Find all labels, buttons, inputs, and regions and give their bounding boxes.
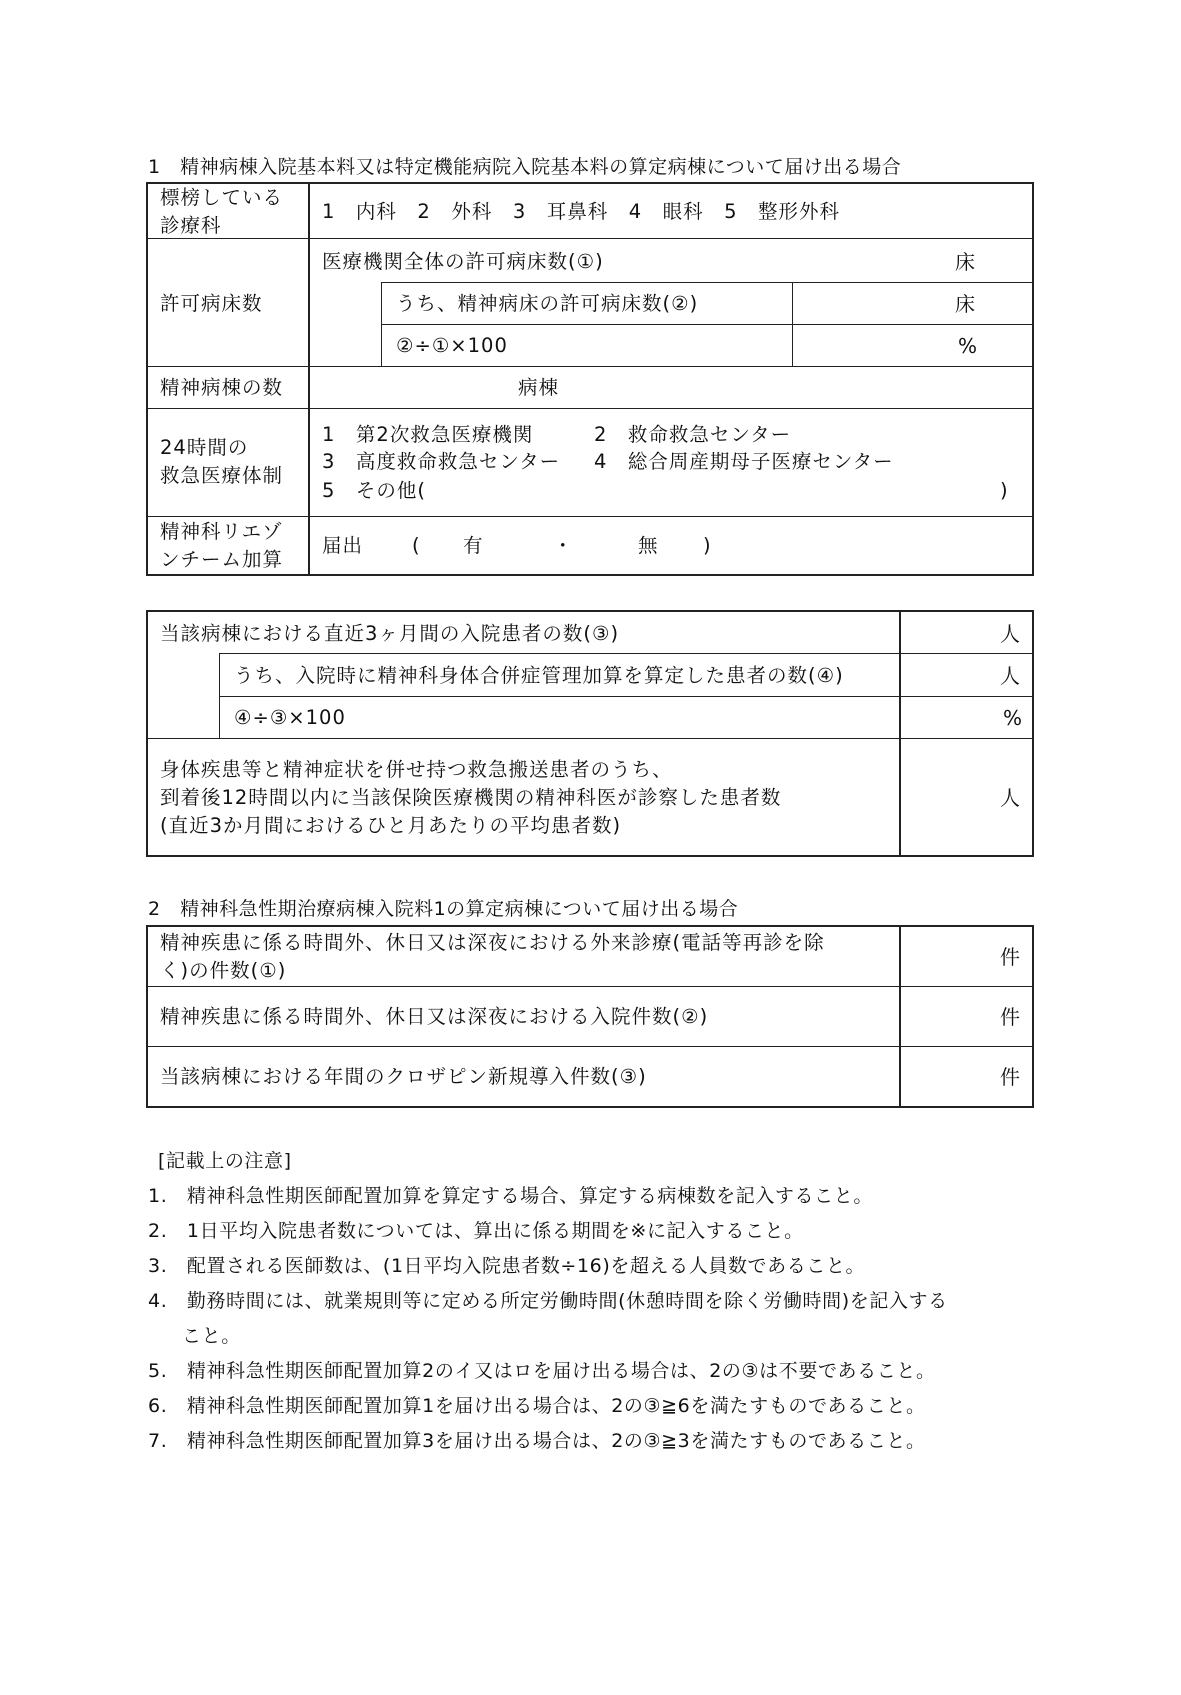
note-item-2: 2. 1日平均入院患者数については、算出に係る期間を※に記入すること。 — [148, 1220, 804, 1242]
emergency-transport-line3: (直近3か月間におけるひと月あたりの平均患者数) — [160, 814, 622, 837]
emergency-option-2: 2 救命救急センター — [594, 423, 792, 446]
admission-offhours-unit: 件 — [1000, 1005, 1020, 1029]
clozapine-label: 当該病棟における年間のクロザピン新規導入件数(③) — [160, 1065, 647, 1088]
note-item-4: 4. 勤務時間には、就業規則等に定める所定労働時間(休憩時間を除く労働時間)を記入する — [148, 1290, 948, 1312]
emergency-option-1: 1 第2次救急医療機関 — [322, 423, 534, 446]
emergency-option-3: 3 高度救命救急センター — [322, 450, 561, 473]
outpatient-offhours-line1: 精神疾患に係る時間外、休日又は深夜における外来診療(電話等再診を除 — [160, 931, 825, 954]
emergency-option-5-close: ) — [1000, 479, 1009, 502]
emergency-option-4: 4 総合周産期母子医療センター — [594, 450, 894, 473]
liaison-label-line2: ンチーム加算 — [160, 548, 284, 571]
outpatient-offhours-line2: く)の件数(①) — [160, 959, 287, 982]
beds-ratio-label: ②÷①×100 — [396, 334, 508, 357]
complication-patients-label: うち、入院時に精神科身体合併症管理加算を算定した患者の数(④) — [234, 664, 844, 687]
section1-title: 1 精神病棟入院基本料又は特定機能病院入院基本料の算定病棟について届け出る場合 — [148, 156, 902, 178]
admission-offhours-label: 精神疾患に係る時間外、休日又は深夜における入院件数(②) — [160, 1005, 709, 1028]
beds-ratio-unit: % — [958, 334, 978, 358]
emergency-transport-line2: 到着後12時間以内に当該保険医療機関の精神科医が診察した患者数 — [160, 786, 782, 809]
wards-label: 精神病棟の数 — [160, 376, 284, 399]
liaison-close-paren: ) — [703, 534, 712, 557]
emergency-label-line1: 24時間の — [160, 436, 249, 459]
beds-psych-unit: 床 — [955, 292, 975, 316]
note-item-4-cont: こと。 — [182, 1325, 241, 1347]
note-item-1: 1. 精神科急性期医師配置加算を算定する場合、算定する病棟数を記入すること。 — [148, 1185, 873, 1207]
admissions-3months-unit: 人 — [1000, 622, 1020, 646]
beds-total-label: 医療機関全体の許可病床数(①) — [322, 250, 604, 273]
complication-ratio-unit: % — [1003, 706, 1023, 730]
beds-psych-label: うち、精神病床の許可病床数(②) — [396, 292, 699, 315]
emergency-label-line2: 救急医療体制 — [160, 464, 284, 487]
liaison-separator: ・ — [553, 534, 574, 557]
liaison-option-yes: 有 — [463, 534, 484, 557]
section2-title: 2 精神科急性期治療病棟入院料1の算定病棟について届け出る場合 — [148, 898, 739, 920]
liaison-open-paren: ( — [412, 534, 421, 557]
note-item-5: 5. 精神科急性期医師配置加算2のイ又はロを届け出る場合は、2の③は不要であること。 — [148, 1360, 936, 1382]
admissions-3months-label: 当該病棟における直近3ヶ月間の入院患者の数(③) — [160, 622, 620, 645]
liaison-report-label: 届出 — [322, 534, 364, 557]
notes-heading: [記載上の注意] — [158, 1150, 292, 1172]
emergency-transport-line1: 身体疾患等と精神症状を併せ持つ救急搬送患者のうち、 — [160, 758, 673, 781]
complication-patients-unit: 人 — [1000, 664, 1020, 688]
depts-label-line2: 診療科 — [160, 214, 222, 237]
outpatient-offhours-unit: 件 — [1000, 945, 1020, 969]
wards-unit: 病棟 — [518, 376, 560, 399]
beds-label: 許可病床数 — [160, 292, 263, 315]
clozapine-unit: 件 — [1000, 1065, 1020, 1089]
emergency-option-5: 5 その他( — [322, 479, 427, 502]
emergency-transport-unit: 人 — [1000, 786, 1020, 810]
liaison-option-no: 無 — [638, 534, 659, 557]
depts-label-line1: 標榜している — [160, 186, 284, 209]
note-item-7: 7. 精神科急性期医師配置加算3を届け出る場合は、2の③≧3を満たすものであること。 — [148, 1430, 926, 1452]
complication-ratio-label: ④÷③×100 — [234, 706, 346, 729]
liaison-label-line1: 精神科リエゾ — [160, 520, 283, 543]
beds-total-unit: 床 — [955, 250, 975, 274]
note-item-3: 3. 配置される医師数は、(1日平均入院患者数÷16)を超える人員数であること。 — [148, 1255, 866, 1277]
depts-value: 1 内科 2 外科 3 耳鼻科 4 眼科 5 整形外科 — [322, 200, 841, 223]
note-item-6: 6. 精神科急性期医師配置加算1を届け出る場合は、2の③≧6を満たすものであること。 — [148, 1395, 926, 1417]
